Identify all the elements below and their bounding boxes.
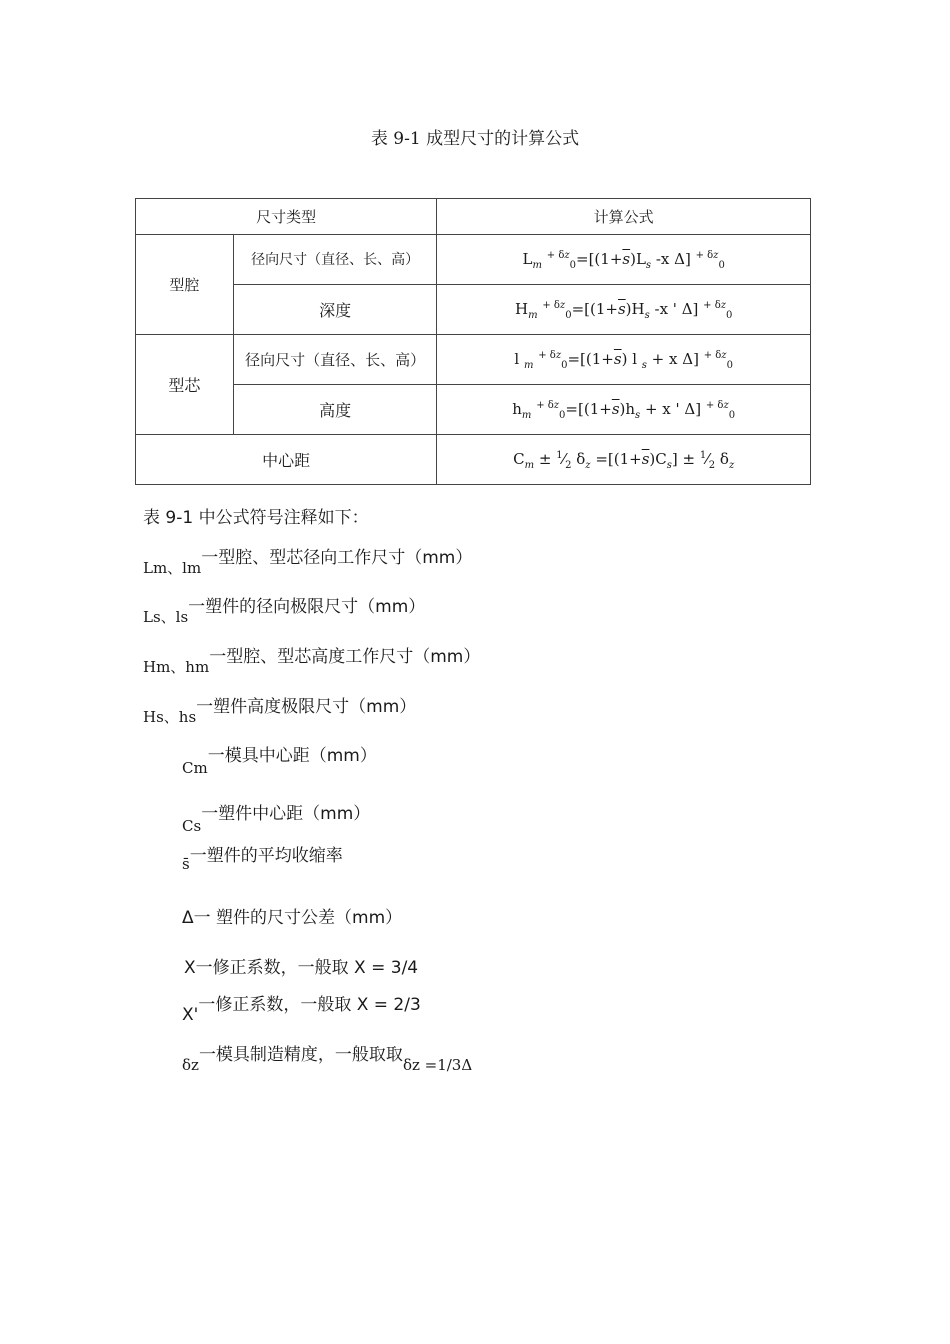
note-text: 一塑件中心距（mm）: [201, 804, 371, 824]
notes-title: 表 9-1 中公式符号注释如下：: [143, 508, 369, 528]
formula-table: [135, 198, 811, 485]
note-symbol: Hm、hm: [143, 658, 210, 676]
note-item: [182, 1040, 473, 1074]
note-symbol: δz: [182, 1056, 199, 1074]
table-row: [136, 335, 811, 385]
note-text: 一型腔、型芯径向工作尺寸（mm）: [201, 548, 473, 568]
note-item: [184, 953, 418, 978]
table-row: [136, 385, 811, 435]
note-text: 一塑件高度极限尺寸（mm）: [196, 697, 417, 717]
note-item: [143, 642, 481, 676]
note-symbol: Δ: [182, 908, 194, 928]
note-item: [143, 692, 417, 726]
note-item: [143, 592, 426, 626]
header-type: 尺寸类型: [136, 199, 437, 235]
dimension-type: 径向尺寸（直径、长、高）: [233, 235, 437, 285]
note-text: 一塑件的平均收缩率: [189, 846, 343, 866]
formula-cell: [437, 285, 811, 335]
note-symbol: Ls、ls: [143, 608, 189, 626]
header-formula: 计算公式: [437, 199, 811, 235]
dimension-type: 径向尺寸（直径、长、高）: [233, 335, 437, 385]
note-text: 一模具中心距（mm）: [207, 746, 377, 766]
group-core: 型芯: [136, 335, 234, 435]
note-text: 一塑件的径向极限尺寸（mm）: [188, 597, 426, 617]
note-symbol: Lm、lm: [143, 559, 202, 577]
formula-core-radial: l $_m$ $^{+ \delta z}_0=[(1+\overline{s})$ l $_s$ + x Δ] $^{+ \delta z}_0$: [514, 349, 733, 371]
note-tail: δz =1/3Δ: [402, 1056, 473, 1074]
table-header-row: [136, 199, 811, 235]
formula-cell: [437, 385, 811, 435]
table-row: [136, 235, 811, 285]
note-item: [182, 741, 377, 777]
note-item: [143, 543, 473, 577]
formula-cavity-depth: $H_m$ $^{+ \delta z}_0=[(1+\overline{s})H_s$ -x ' Δ] $^{+ \delta z}_0$: [514, 299, 733, 321]
formula-core-height: $h_m$ $^{+ \delta z}_0=[(1+\overline{s})h_s + x$ ' Δ] $^{+ \delta z}_0$: [512, 399, 736, 421]
note-symbol: X: [184, 958, 196, 978]
formula-cell: [437, 435, 811, 485]
formula-center-distance: $C_m$ ± $^1⁄_2$ $\delta_z =[(1+\overline{s})C_s]$ ± $^1⁄_2$ $\delta_z$: [513, 449, 735, 471]
note-item: [182, 799, 371, 835]
formula-cell: [437, 235, 811, 285]
note-symbol: Hs、hs: [143, 708, 197, 726]
dimension-type: 高度: [233, 385, 437, 435]
note-symbol: X': [182, 1005, 199, 1025]
group-cavity: 型腔: [136, 235, 234, 335]
note-symbol: s̄: [182, 855, 190, 873]
note-text: 一型腔、型芯高度工作尺寸（mm）: [209, 647, 481, 667]
note-item: [182, 990, 421, 1025]
note-text: 一修正系数，一般取 X = 3/4: [195, 958, 419, 978]
note-text: 一修正系数，一般取 X = 2/3: [198, 995, 421, 1015]
note-item: [182, 903, 402, 928]
dimension-type: 深度: [233, 285, 437, 335]
note-symbol: Cs: [182, 817, 202, 835]
table-row: [136, 435, 811, 485]
note-text: 一模具制造精度，一般取取: [198, 1045, 403, 1065]
table-row: [136, 285, 811, 335]
formula-cell: [437, 335, 811, 385]
note-text: 一 塑件的尺寸公差（mm）: [193, 908, 403, 928]
table-caption: 表 9-1 成型尺寸的计算公式: [370, 129, 580, 149]
dimension-type: 中心距: [136, 435, 437, 485]
note-item: [182, 841, 343, 873]
formula-cavity-radial: $L_m$ $^{+ \delta z}_0=[(1+\overline{s})L_s$ -x Δ] $^{+ \delta z}_0$: [522, 249, 725, 271]
note-symbol: Cm: [182, 759, 208, 777]
